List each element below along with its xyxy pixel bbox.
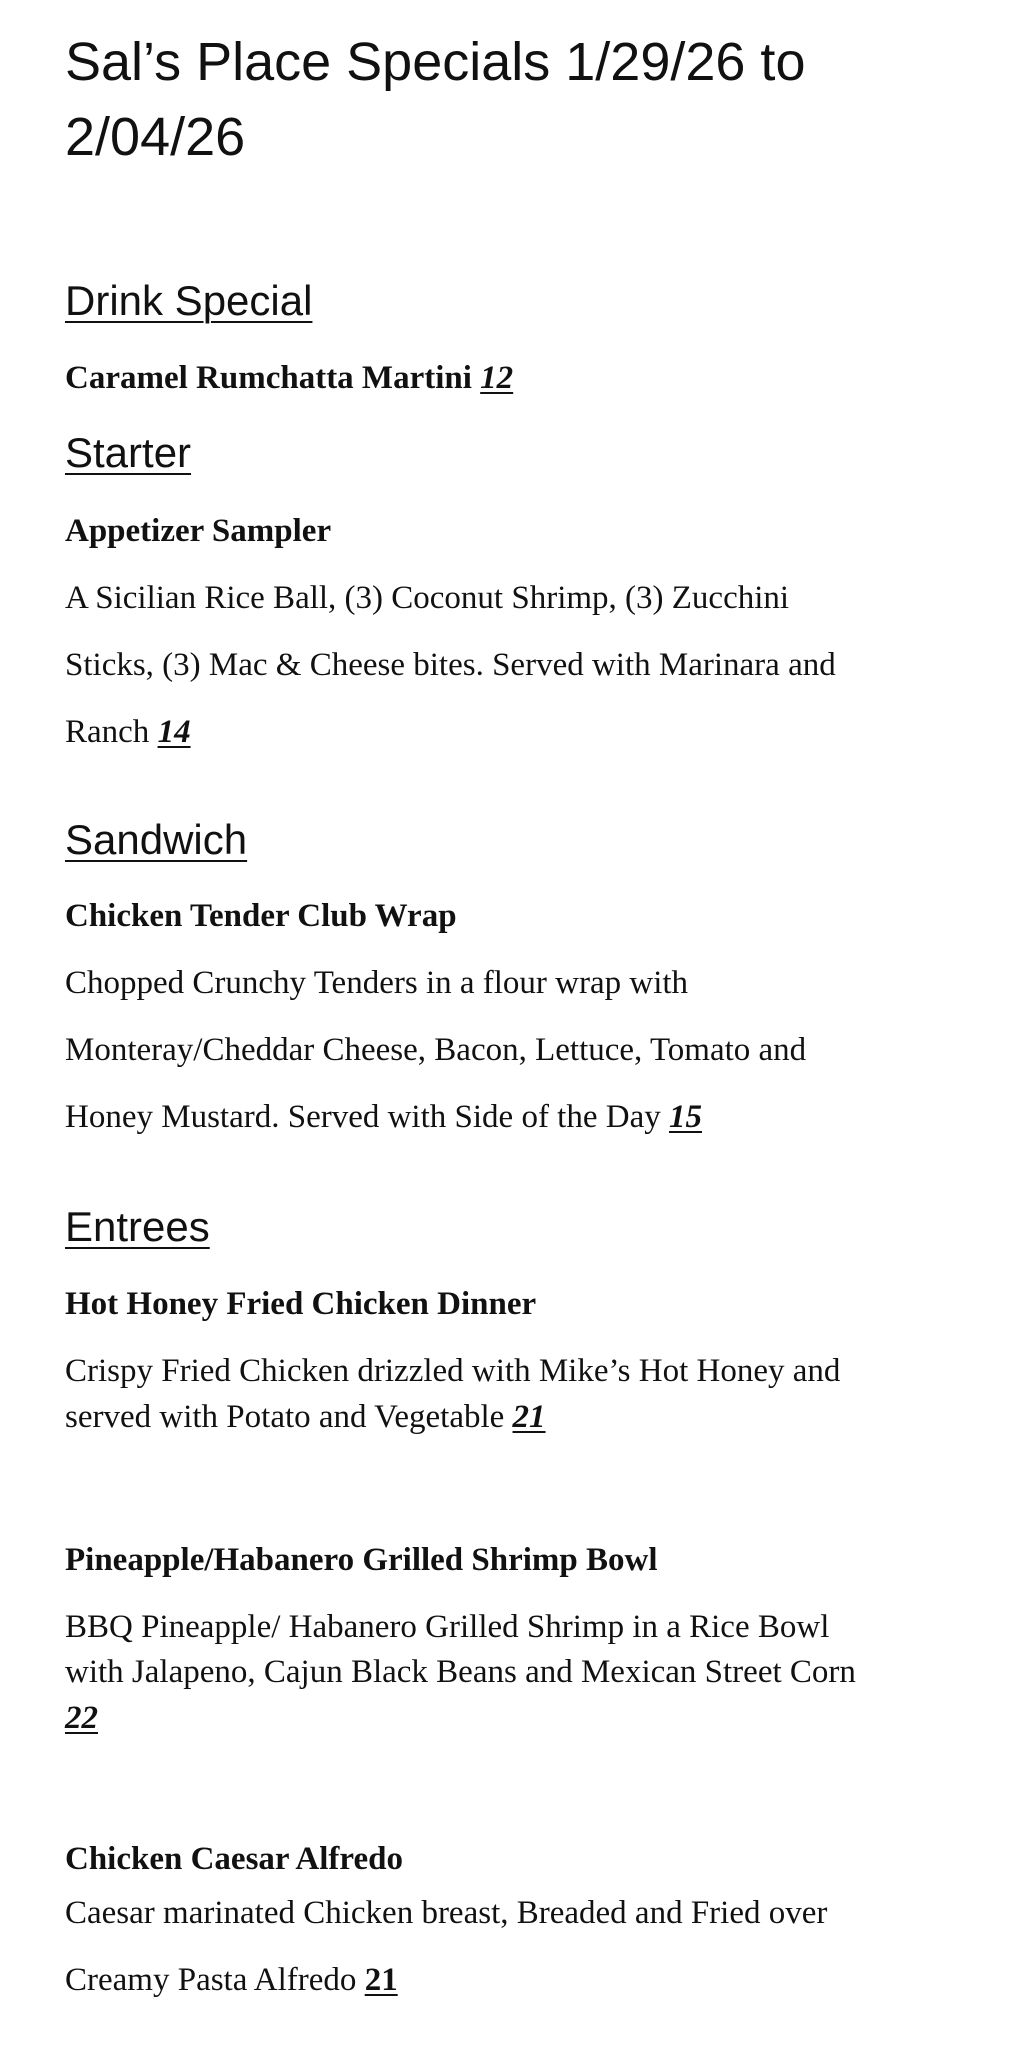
item-price-sandwich: 15 (668, 1099, 702, 1135)
item-desc-entree-2-line-1: BBQ Pineapple/ Habanero Grilled Shrimp in a Rice Bowl (65, 1609, 830, 1645)
item-desc-starter-line-1: A Sicilian Rice Ball, (3) Coconut Shrimp, (3) Zucchini (65, 580, 790, 616)
page-title-line-1: Sal’s Place Specials 1/29/26 to (65, 32, 806, 92)
item-name-entree-2: Pineapple/Habanero Grilled Shrimp Bowl (65, 1542, 658, 1578)
item-desc-starter-line-2: Sticks, (3) Mac & Cheese bites. Served with Marinara and (65, 647, 836, 683)
item-desc-starter-tail: Ranch (65, 714, 150, 750)
section-heading-sandwich: Sandwich (65, 816, 248, 863)
item-desc-sandwich-line-3 (65, 1095, 702, 1139)
item-desc-entree-3-line-2 (65, 1958, 398, 2002)
item-name-drink: Caramel Rumchatta Martini (65, 360, 472, 396)
item-desc-entree-3-tail: Creamy Pasta Alfredo (65, 1962, 357, 1998)
item-desc-sandwich-line-2: Monteray/Cheddar Cheese, Bacon, Lettuce, Tomato and (65, 1032, 807, 1068)
item-price-entree-3: 21 (364, 1962, 398, 1998)
item-name-entree-1: Hot Honey Fried Chicken Dinner (65, 1286, 537, 1322)
section-heading-drink-special: Drink Special (65, 277, 313, 324)
section-heading-starter: Starter (65, 429, 192, 476)
item-desc-sandwich-tail: Honey Mustard. Served with Side of the Day (65, 1099, 661, 1135)
item-desc-sandwich-line-1: Chopped Crunchy Tenders in a flour wrap with (65, 965, 689, 1001)
page-title-line-2: 2/04/26 (65, 107, 246, 167)
item-desc-entree-1-line-1: Crispy Fried Chicken drizzled with Mike’s Hot Honey and (65, 1353, 841, 1389)
section-heading-entrees: Entrees (65, 1203, 210, 1250)
item-price-starter: 14 (157, 714, 191, 750)
item-desc-starter-line-3 (65, 710, 191, 754)
item-desc-entree-3-line-1: Caesar marinated Chicken breast, Breaded and Fried over (65, 1895, 828, 1931)
item-price-entree-2: 22 (65, 1700, 98, 1736)
item-price-drink: 12 (480, 360, 514, 396)
item-name-sandwich: Chicken Tender Club Wrap (65, 898, 457, 934)
item-name-starter: Appetizer Sampler (65, 513, 332, 549)
item-desc-entree-2-line-2: with Jalapeno, Cajun Black Beans and Mexican Street Corn (65, 1654, 856, 1690)
item-desc-entree-1-line-2 (65, 1395, 546, 1439)
item-name-entree-3: Chicken Caesar Alfredo (65, 1841, 403, 1877)
item-desc-entree-2-line-3 (65, 1696, 98, 1740)
menu-item-drink (65, 356, 513, 400)
item-desc-entree-1-tail: served with Potato and Vegetable (65, 1399, 505, 1435)
item-price-entree-1: 21 (512, 1399, 546, 1435)
